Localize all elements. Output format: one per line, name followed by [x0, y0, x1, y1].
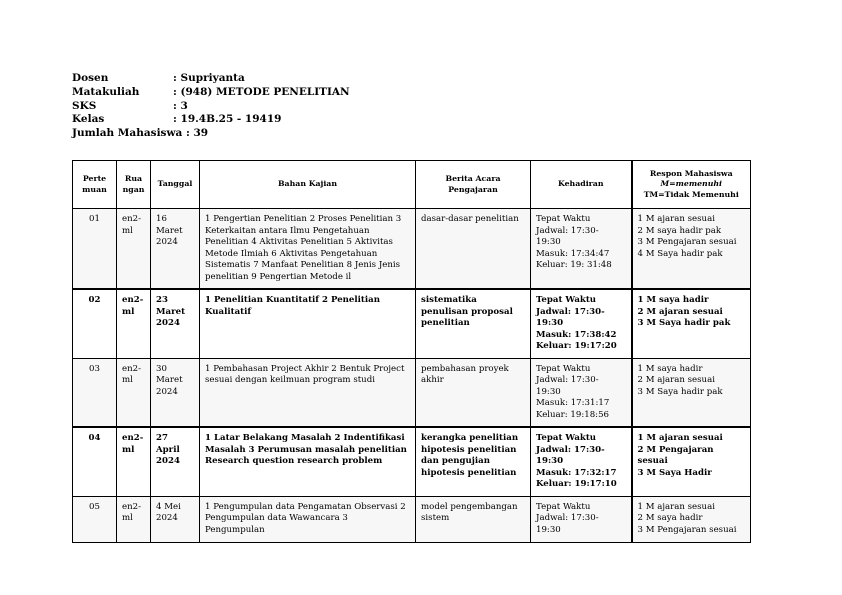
table-row	[73, 427, 751, 496]
table-row	[73, 289, 751, 358]
kehadiran-line: Masuk: 17:31:17	[536, 398, 610, 408]
respon-line: 3 M Saya hadir pak	[637, 318, 731, 328]
header-respon-line3: TM=Tidak Memenuhi	[643, 189, 739, 199]
cell-tanggal	[151, 358, 200, 427]
cell-bahan-kajian: 1 Latar Belakang Masalah 2 Indentifikasi Masalah 3 Perumusan masalah penelitian Research question research problem	[200, 427, 416, 496]
ruangan-line1: en2-	[122, 363, 141, 374]
cell-pertemuan: 03	[73, 358, 117, 427]
respon-line: 1 M saya hadir	[637, 295, 709, 305]
header-respon	[632, 161, 751, 209]
kehadiran-line: Jadwal: 17:30- 19:30	[536, 225, 599, 247]
ruangan-line1: en2-	[122, 433, 144, 443]
kehadiran-line: Tepat Waktu	[536, 501, 591, 512]
matakuliah-label: Matakuliah	[72, 85, 140, 98]
cell-tanggal	[151, 427, 200, 496]
tanggal-line2: 2024	[156, 237, 178, 247]
ruangan-line2: ml	[122, 306, 135, 317]
ruangan-line2: ml	[122, 375, 133, 385]
cell-berita-acara: sistematika penulisan proposal penelitian	[416, 289, 531, 358]
cell-berita-acara: model pengembangan sistem	[416, 496, 531, 542]
cell-bahan-kajian: 1 Penelitian Kuantitatif 2 Penelitian Kualitatif	[200, 289, 416, 358]
cell-berita-acara: kerangka penelitian hipotesis penelitian dan pengujian hipotesis penelitian	[416, 427, 531, 496]
cell-bahan-kajian: 1 Pembahasan Project Akhir 2 Bentuk Project sesuai dengan keilmuan program studi	[200, 358, 416, 427]
tanggal-line1: 4 Mei	[156, 501, 181, 512]
tanggal-line2: 2024	[156, 456, 180, 466]
table-row	[73, 496, 751, 542]
header-pertemuan-line2: muan	[82, 184, 107, 194]
kehadiran-line: Keluar: 19:17:10	[536, 479, 617, 489]
header-kehadiran: Kehadiran	[531, 161, 632, 209]
kehadiran-line: Jadwal: 17:30- 19:30	[536, 375, 599, 397]
header-respon-line1: Respon Mahasiswa	[649, 168, 733, 178]
cell-bahan-kajian: 1 Pengertian Penelitian 2 Proses Penelitian 3 Keterkaitan antara Ilmu Pengetahuan Penelitian 4 Aktivitas Penelitian 5 Aktivitas Metode Ilmiah 6 Aktivitas Pengetahuan Sistematis 7 Manfaat Penelitian 8 Jenis Jenis penelitian 9 Pengertian Metode il	[200, 209, 416, 290]
info-row-sks	[72, 100, 472, 114]
dosen-value: : Supriyanta	[173, 72, 245, 84]
cell-kehadiran	[531, 358, 632, 427]
cell-pertemuan: 04	[73, 427, 117, 496]
kehadiran-line: Tepat Waktu	[536, 214, 591, 224]
respon-line: 1 M ajaran sesuai	[637, 501, 715, 512]
respon-line: 2 M saya hadir	[637, 513, 703, 523]
header-pertemuan	[73, 161, 117, 209]
tanggal-line1: 30 Maret	[156, 363, 183, 385]
respon-line: 1 M ajaran sesuai	[637, 433, 723, 443]
cell-berita-acara: pembahasan proyek akhir	[416, 358, 531, 427]
cell-pertemuan: 05	[73, 496, 117, 542]
header-tanggal: Tanggal	[151, 161, 200, 209]
cell-pertemuan: 02	[73, 289, 117, 358]
kehadiran-line: Masuk: 17:34:47	[536, 248, 610, 259]
sks-label: SKS	[72, 99, 97, 112]
cell-tanggal	[151, 209, 200, 290]
kehadiran-line: Masuk: 17:38:42	[536, 329, 617, 340]
cell-ruangan	[117, 209, 151, 290]
cell-tanggal	[151, 289, 200, 358]
jumlah-mahasiswa: Jumlah Mahasiswa : 39	[72, 127, 209, 140]
cell-ruangan	[117, 496, 151, 542]
respon-line: 3 M Saya hadir pak	[637, 386, 723, 397]
info-row-kelas	[72, 113, 472, 127]
respon-line: 4 M Saya hadir pak	[637, 248, 723, 259]
kehadiran-line: Jadwal: 17:30- 19:30	[536, 444, 605, 466]
tanggal-line1: 27 April	[156, 433, 180, 455]
cell-ruangan	[117, 358, 151, 427]
tanggal-line2: 2024	[156, 513, 178, 523]
cell-kehadiran	[531, 496, 632, 542]
header-berita-line2: Pengajaran	[448, 184, 498, 194]
tanggal-line1: 16 Maret	[156, 214, 183, 236]
header-respon-line2: M=memenuhi	[660, 179, 723, 189]
cell-ruangan	[117, 427, 151, 496]
cell-respon	[632, 358, 751, 427]
header-pertemuan-line1: Perte	[82, 174, 107, 183]
kelas-value: : 19.4B.25 - 19419	[173, 113, 282, 126]
cell-kehadiran	[531, 209, 632, 290]
respon-line: 3 M Saya Hadir	[637, 467, 712, 478]
respon-line: 2 M Pengajaran sesuai	[637, 444, 714, 466]
kehadiran-line: Jadwal: 17:30- 19:30	[536, 306, 605, 328]
cell-ruangan	[117, 289, 151, 358]
ruangan-line1: en2-	[122, 214, 141, 224]
info-row-matakuliah	[72, 86, 472, 100]
cell-respon	[632, 289, 751, 358]
kehadiran-line: Keluar: 19: 31:48	[536, 260, 612, 270]
header-bahan-kajian: Bahan Kajian	[200, 161, 416, 209]
cell-kehadiran	[531, 427, 632, 496]
respon-line: 1 M ajaran sesuai	[637, 214, 715, 224]
ruangan-line2: ml	[122, 225, 133, 236]
kehadiran-line: Jadwal: 17:30- 19:30	[536, 513, 599, 535]
header-berita-acara	[416, 161, 531, 209]
ruangan-line1: en2-	[122, 295, 144, 305]
dosen-label: Dosen	[72, 72, 109, 84]
cell-berita-acara: dasar-dasar penelitian	[416, 209, 531, 290]
respon-line: 2 M ajaran sesuai	[637, 306, 723, 317]
header-ruangan-line1: Rua	[124, 174, 143, 183]
kehadiran-line: Tepat Waktu	[536, 363, 591, 374]
kehadiran-line: Masuk: 17:32:17	[536, 467, 617, 478]
ruangan-line2: ml	[122, 513, 133, 523]
course-info	[72, 72, 472, 141]
sks-value: : 3	[173, 99, 188, 112]
cell-kehadiran	[531, 289, 632, 358]
info-row-jumlah	[72, 127, 472, 141]
kehadiran-line: Keluar: 19:18:56	[536, 409, 610, 420]
attendance-table	[72, 160, 751, 543]
header-ruangan-line2: ngan	[122, 184, 145, 194]
cell-respon	[632, 209, 751, 290]
tanggal-line2: 2024	[156, 386, 178, 397]
ruangan-line2: ml	[122, 444, 135, 455]
kehadiran-line: Tepat Waktu	[536, 433, 597, 443]
tanggal-line1: 23 Maret	[156, 295, 186, 317]
cell-pertemuan: 01	[73, 209, 117, 290]
respon-line: 3 M Pengajaran sesuai	[637, 524, 737, 535]
header-berita-line1: Berita Acara	[445, 174, 501, 183]
table-header-row	[73, 161, 751, 209]
header-ruangan	[117, 161, 151, 209]
cell-respon	[632, 496, 751, 542]
ruangan-line1: en2-	[122, 501, 141, 512]
info-row-dosen	[72, 72, 472, 86]
kehadiran-line: Tepat Waktu	[536, 295, 597, 305]
kelas-label: Kelas	[72, 113, 105, 126]
kehadiran-line: Keluar: 19:17:20	[536, 341, 617, 351]
respon-line: 3 M Pengajaran sesuai	[637, 237, 737, 247]
cell-respon	[632, 427, 751, 496]
tanggal-line2: 2024	[156, 318, 180, 328]
table-row	[73, 358, 751, 427]
table-row	[73, 209, 751, 290]
cell-tanggal	[151, 496, 200, 542]
respon-line: 2 M ajaran sesuai	[637, 375, 715, 385]
matakuliah-value: : (948) METODE PENELITIAN	[173, 85, 350, 98]
cell-bahan-kajian: 1 Pengumpulan data Pengamatan Observasi 2 Pengumpulan data Wawancara 3 Pengumpulan	[200, 496, 416, 542]
respon-line: 2 M saya hadir pak	[637, 225, 722, 236]
respon-line: 1 M saya hadir	[637, 363, 703, 374]
